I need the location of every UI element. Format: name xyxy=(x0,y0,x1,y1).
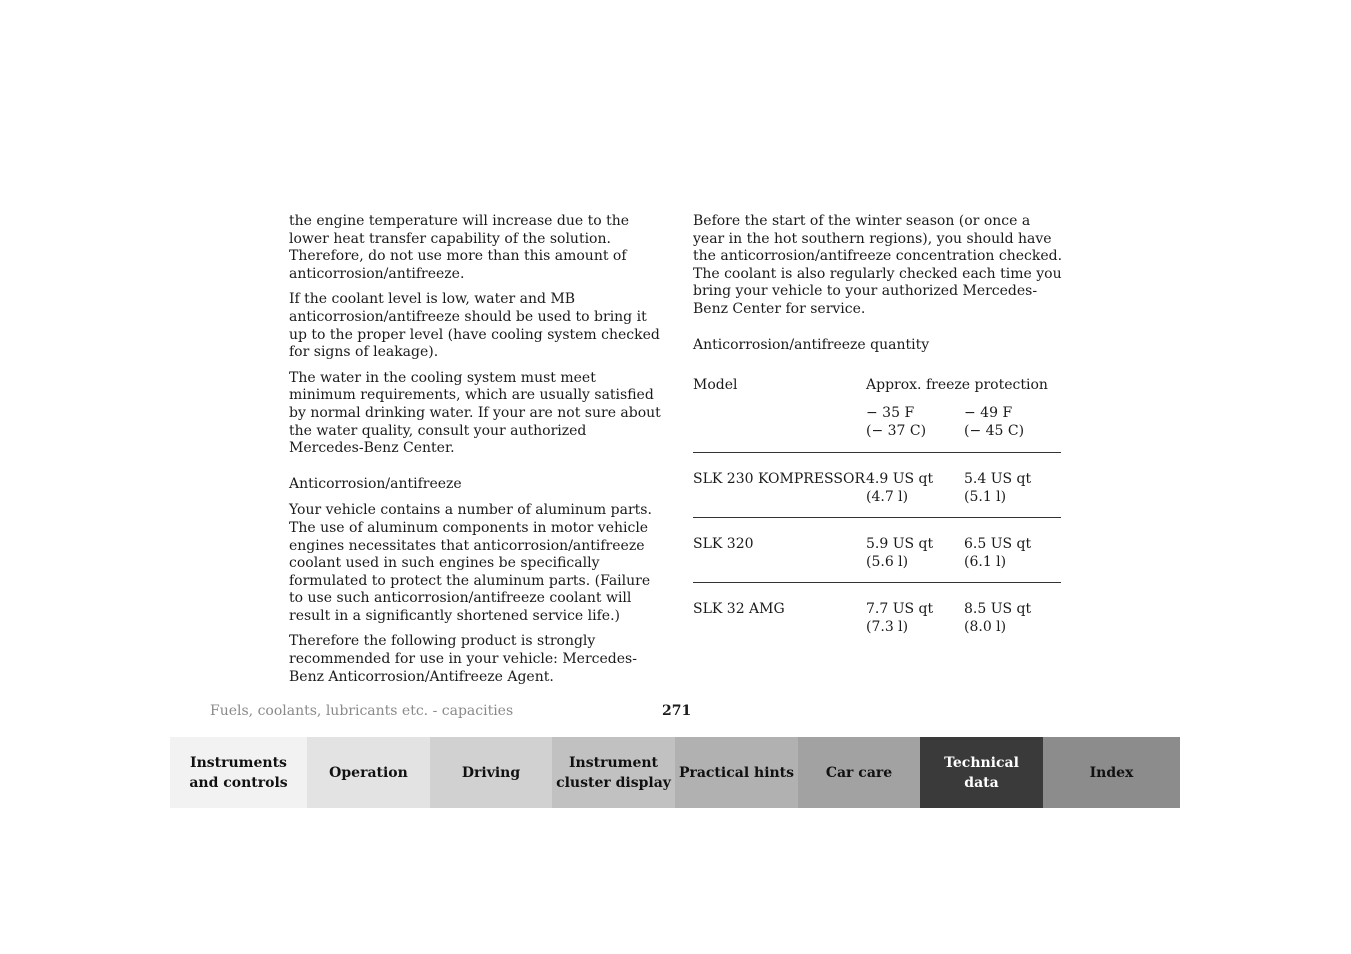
tab-car-care[interactable]: Car care xyxy=(798,737,920,808)
tab-operation[interactable]: Operation xyxy=(307,737,430,808)
quantity-us: 6.5 US qt xyxy=(964,536,1032,553)
paragraph: the engine temperature will increase due to the lower heat transfer capability of the solution. Therefore, do not use more than this amount of anticorrosion/antifreeze. xyxy=(289,213,630,282)
tab-instruments-and-controls[interactable]: Instruments and controls xyxy=(170,737,307,808)
header-model: Model xyxy=(693,377,738,394)
quantity-us: 8.5 US qt xyxy=(964,601,1032,618)
paragraph: Before the start of the winter season (or once a year in the hot southern regions), you should have the anticorrosion/antifreeze concentration checked. The coolant is also regularly checked each time you bring your vehicle to your authorized Mercedes-Benz Center for service. xyxy=(693,213,1063,317)
tab-index[interactable]: Index xyxy=(1043,737,1180,808)
quantity-us: 5.9 US qt xyxy=(866,536,934,553)
table-row xyxy=(693,583,1061,648)
quantity-liters: (5.6 l) xyxy=(866,554,909,571)
quantity-liters: (6.1 l) xyxy=(964,554,1007,571)
quantity-cell xyxy=(866,453,964,518)
header-freeze-protection: Approx. freeze protection xyxy=(866,377,1048,394)
temp-c: (− 45 C) xyxy=(964,423,1025,440)
header-temp-1 xyxy=(866,404,964,453)
section-heading: Anticorrosion/antifreeze xyxy=(289,475,462,492)
paragraph: The water in the cooling system must meet minimum requirements, which are usually satisfied by normal drinking water. If your are not sure about the water quality, consult your authorized Mercedes-Benz Center. xyxy=(289,369,661,457)
tab-driving[interactable]: Driving xyxy=(430,737,552,808)
quantity-us: 5.4 US qt xyxy=(964,471,1032,488)
quantity-cell xyxy=(866,583,964,648)
table-row xyxy=(693,518,1061,583)
page-number: 271 xyxy=(662,703,692,719)
temp-c: (− 37 C) xyxy=(866,423,927,440)
quantity-us: 7.7 US qt xyxy=(866,601,934,618)
header-temp-2 xyxy=(964,404,1061,453)
tab-practical-hints[interactable]: Practical hints xyxy=(675,737,798,808)
chapter-nav xyxy=(170,737,1180,808)
quantity-cell xyxy=(866,518,964,583)
temp-f: − 49 F xyxy=(964,405,1013,422)
left-column xyxy=(289,213,661,694)
paragraph: Therefore the following product is strongly recommended for use in your vehicle: Mercedes-Benz Anticorrosion/Antifreeze Agent. xyxy=(289,633,637,685)
quantity-cell xyxy=(964,518,1061,583)
antifreeze-quantity-table xyxy=(693,376,1061,647)
section-heading: Anticorrosion/antifreeze quantity xyxy=(693,336,930,353)
quantity-us: 4.9 US qt xyxy=(866,471,934,488)
temp-f: − 35 F xyxy=(866,405,915,422)
model-cell: SLK 32 AMG xyxy=(693,583,866,648)
paragraph: If the coolant level is low, water and MB anticorrosion/antifreeze should be used to bring it up to the proper level (have cooling system checked for signs of leakage). xyxy=(289,291,660,361)
tab-technical-data[interactable]: Technical data xyxy=(920,737,1043,808)
quantity-liters: (5.1 l) xyxy=(964,489,1007,506)
paragraph: Your vehicle contains a number of aluminum parts. The use of aluminum components in motor vehicle engines necessitates that anticorrosion/antifreeze coolant used in such engines be specifically formulated to protect the aluminum parts. (Failure to use such anticorrosion/antifreeze coolant will result in a significantly shortened service life.) xyxy=(289,502,652,624)
table-row xyxy=(693,453,1061,518)
quantity-liters: (8.0 l) xyxy=(964,619,1007,636)
quantity-liters: (4.7 l) xyxy=(866,489,909,506)
right-column xyxy=(693,213,1063,647)
tab-instrument-cluster-display[interactable]: Instrument cluster display xyxy=(552,737,675,808)
quantity-cell xyxy=(964,583,1061,648)
quantity-liters: (7.3 l) xyxy=(866,619,909,636)
model-cell: SLK 320 xyxy=(693,518,866,583)
table-header-row xyxy=(693,404,1061,453)
model-cell: SLK 230 KOMPRESSOR xyxy=(693,453,866,518)
quantity-cell xyxy=(964,453,1061,518)
table-header-row xyxy=(693,376,1061,404)
section-title: Fuels, coolants, lubricants etc. - capacities xyxy=(210,703,514,719)
